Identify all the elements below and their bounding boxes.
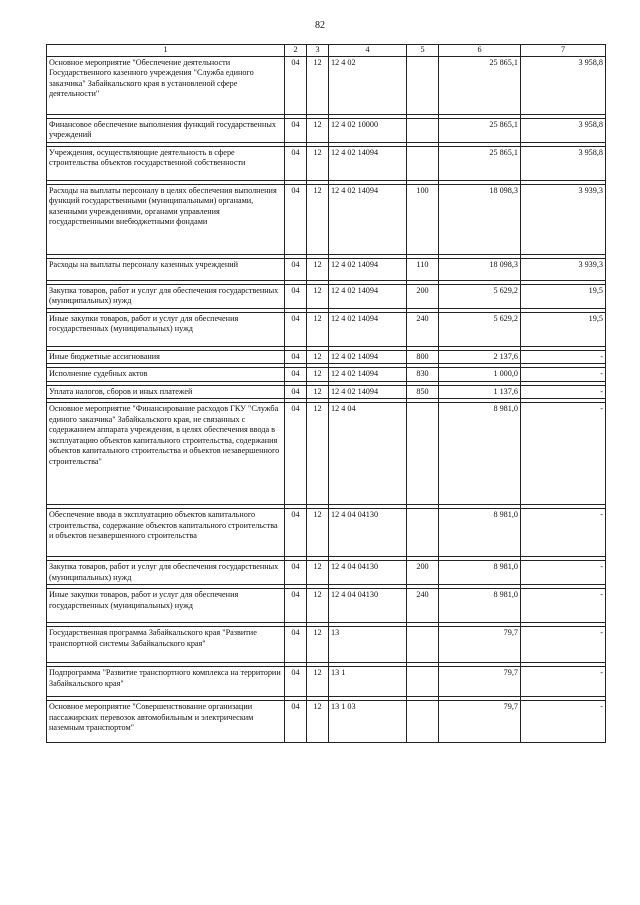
table-row bbox=[47, 701, 606, 743]
cell-target-code: 12 4 02 14094 bbox=[329, 312, 407, 346]
cell-amount: 25 865,1 bbox=[439, 118, 521, 142]
cell-amount-2: - bbox=[521, 561, 606, 585]
cell-target-code: 12 4 04 04130 bbox=[329, 509, 407, 557]
cell-subsection: 12 bbox=[307, 184, 329, 254]
cell-name: Государственная программа Забайкальского края "Развитие транспортной системы Забайкальского края" bbox=[47, 627, 285, 663]
cell-amount: 5 629,2 bbox=[439, 284, 521, 308]
cell-target-code: 12 4 02 14094 bbox=[329, 184, 407, 254]
cell-amount: 1 000,0 bbox=[439, 368, 521, 382]
cell-subsection: 12 bbox=[307, 385, 329, 399]
cell-section: 04 bbox=[285, 667, 307, 697]
cell-amount: 79,7 bbox=[439, 627, 521, 663]
header-col-6: 6 bbox=[439, 45, 521, 57]
cell-target-code: 12 4 02 14094 bbox=[329, 258, 407, 280]
cell-amount-2: - bbox=[521, 589, 606, 623]
cell-subsection: 12 bbox=[307, 118, 329, 142]
cell-amount-2: - bbox=[521, 701, 606, 743]
cell-expense-type bbox=[407, 701, 439, 743]
cell-amount-2: 3 939,3 bbox=[521, 258, 606, 280]
cell-amount: 8 981,0 bbox=[439, 403, 521, 505]
table-row bbox=[47, 284, 606, 308]
table-row bbox=[47, 56, 606, 114]
cell-target-code: 12 4 02 bbox=[329, 56, 407, 114]
cell-name: Исполнение судебных актов bbox=[47, 368, 285, 382]
cell-target-code: 13 1 bbox=[329, 667, 407, 697]
header-col-3: 3 bbox=[307, 45, 329, 57]
cell-target-code: 12 4 02 14094 bbox=[329, 368, 407, 382]
cell-expense-type bbox=[407, 403, 439, 505]
cell-amount-2: - bbox=[521, 627, 606, 663]
cell-expense-type bbox=[407, 667, 439, 697]
header-col-2: 2 bbox=[285, 45, 307, 57]
cell-section: 04 bbox=[285, 385, 307, 399]
cell-section: 04 bbox=[285, 56, 307, 114]
cell-expense-type: 240 bbox=[407, 589, 439, 623]
cell-subsection: 12 bbox=[307, 368, 329, 382]
cell-name: Уплата налогов, сборов и иных платежей bbox=[47, 385, 285, 399]
cell-expense-type: 200 bbox=[407, 284, 439, 308]
table-row bbox=[47, 350, 606, 364]
table-row bbox=[47, 118, 606, 142]
table-row bbox=[47, 368, 606, 382]
cell-expense-type: 830 bbox=[407, 368, 439, 382]
cell-section: 04 bbox=[285, 312, 307, 346]
cell-name: Основное мероприятие "Совершенствование организации пассажирских перевозок автомобильным и электрическим наземным транспортом" bbox=[47, 701, 285, 743]
header-col-5: 5 bbox=[407, 45, 439, 57]
cell-section: 04 bbox=[285, 118, 307, 142]
cell-subsection: 12 bbox=[307, 258, 329, 280]
cell-amount: 25 865,1 bbox=[439, 146, 521, 180]
cell-amount-2: 3 958,8 bbox=[521, 146, 606, 180]
cell-subsection: 12 bbox=[307, 561, 329, 585]
table-row bbox=[47, 403, 606, 505]
cell-target-code: 13 bbox=[329, 627, 407, 663]
table-row bbox=[47, 258, 606, 280]
cell-expense-type: 850 bbox=[407, 385, 439, 399]
cell-target-code: 12 4 04 04130 bbox=[329, 589, 407, 623]
cell-amount-2: - bbox=[521, 350, 606, 364]
cell-section: 04 bbox=[285, 701, 307, 743]
header-col-4: 4 bbox=[329, 45, 407, 57]
cell-name: Основное мероприятие "Финансирование расходов ГКУ "Служба единого заказчика" Забайкальского края, не связанных с содержанием аппарата учреждения, в целях обеспечения ввода в эксплуатацию объектов капитального строительства, содержания объектов капитального строительства и объектов незавершенного строительства" bbox=[47, 403, 285, 505]
cell-amount: 8 981,0 bbox=[439, 509, 521, 557]
table-row bbox=[47, 184, 606, 254]
cell-section: 04 bbox=[285, 627, 307, 663]
cell-name: Учреждения, осуществляющие деятельность в сфере строительства объектов государственной собственности bbox=[47, 146, 285, 180]
cell-expense-type: 110 bbox=[407, 258, 439, 280]
cell-expense-type bbox=[407, 118, 439, 142]
cell-name: Подпрограмма "Развитие транспортного комплекса на территории Забайкальского края" bbox=[47, 667, 285, 697]
cell-expense-type: 100 bbox=[407, 184, 439, 254]
cell-expense-type: 200 bbox=[407, 561, 439, 585]
cell-target-code: 12 4 02 10000 bbox=[329, 118, 407, 142]
cell-amount: 79,7 bbox=[439, 667, 521, 697]
cell-amount: 5 629,2 bbox=[439, 312, 521, 346]
cell-section: 04 bbox=[285, 561, 307, 585]
cell-amount: 2 137,6 bbox=[439, 350, 521, 364]
cell-target-code: 12 4 02 14094 bbox=[329, 385, 407, 399]
cell-name: Иные закупки товаров, работ и услуг для обеспечения государственных (муниципальных) нужд bbox=[47, 312, 285, 346]
header-col-7: 7 bbox=[521, 45, 606, 57]
table-row bbox=[47, 667, 606, 697]
cell-target-code: 12 4 04 04130 bbox=[329, 561, 407, 585]
cell-expense-type: 240 bbox=[407, 312, 439, 346]
table-row bbox=[47, 509, 606, 557]
cell-name: Иные закупки товаров, работ и услуг для обеспечения государственных (муниципальных) нужд bbox=[47, 589, 285, 623]
cell-subsection: 12 bbox=[307, 403, 329, 505]
header-col-1: 1 bbox=[47, 45, 285, 57]
cell-expense-type: 800 bbox=[407, 350, 439, 364]
cell-subsection: 12 bbox=[307, 667, 329, 697]
cell-section: 04 bbox=[285, 509, 307, 557]
cell-target-code: 12 4 02 14094 bbox=[329, 350, 407, 364]
cell-subsection: 12 bbox=[307, 350, 329, 364]
cell-target-code: 12 4 04 bbox=[329, 403, 407, 505]
cell-amount-2: - bbox=[521, 403, 606, 505]
cell-amount-2: 3 958,8 bbox=[521, 56, 606, 114]
table-row bbox=[47, 561, 606, 585]
table-row bbox=[47, 146, 606, 180]
cell-subsection: 12 bbox=[307, 284, 329, 308]
cell-amount: 8 981,0 bbox=[439, 589, 521, 623]
cell-subsection: 12 bbox=[307, 627, 329, 663]
cell-amount: 1 137,6 bbox=[439, 385, 521, 399]
cell-amount-2: 19,5 bbox=[521, 312, 606, 346]
header-row bbox=[47, 45, 606, 57]
cell-subsection: 12 bbox=[307, 312, 329, 346]
cell-amount: 18 098,3 bbox=[439, 258, 521, 280]
cell-section: 04 bbox=[285, 350, 307, 364]
cell-name: Расходы на выплаты персоналу казенных учреждений bbox=[47, 258, 285, 280]
cell-target-code: 12 4 02 14094 bbox=[329, 146, 407, 180]
cell-section: 04 bbox=[285, 258, 307, 280]
cell-subsection: 12 bbox=[307, 509, 329, 557]
cell-amount-2: - bbox=[521, 509, 606, 557]
cell-amount: 25 865,1 bbox=[439, 56, 521, 114]
cell-name: Расходы на выплаты персоналу в целях обеспечения выполнения функций государственными (муниципальными) органами, казенными учреждениями, органами управления государственными внебюджетными фондами bbox=[47, 184, 285, 254]
table-row bbox=[47, 312, 606, 346]
table-row bbox=[47, 627, 606, 663]
table-row bbox=[47, 589, 606, 623]
cell-amount-2: 3 939,3 bbox=[521, 184, 606, 254]
cell-amount-2: 19,5 bbox=[521, 284, 606, 308]
page-number: 82 bbox=[315, 20, 325, 31]
table-row bbox=[47, 385, 606, 399]
cell-amount-2: 3 958,8 bbox=[521, 118, 606, 142]
cell-subsection: 12 bbox=[307, 56, 329, 114]
cell-amount: 79,7 bbox=[439, 701, 521, 743]
cell-amount-2: - bbox=[521, 385, 606, 399]
cell-name: Иные бюджетные ассигнования bbox=[47, 350, 285, 364]
cell-target-code: 12 4 02 14094 bbox=[329, 284, 407, 308]
cell-amount: 18 098,3 bbox=[439, 184, 521, 254]
cell-expense-type bbox=[407, 627, 439, 663]
cell-amount: 8 981,0 bbox=[439, 561, 521, 585]
cell-target-code: 13 1 03 bbox=[329, 701, 407, 743]
cell-section: 04 bbox=[285, 284, 307, 308]
cell-section: 04 bbox=[285, 589, 307, 623]
cell-expense-type bbox=[407, 509, 439, 557]
cell-name: Основное мероприятие "Обеспечение деятельности Государственного казенного учреждения "Служба единого заказчика" Забайкальского края в установленой сфере деятельности" bbox=[47, 56, 285, 114]
cell-name: Финансовое обеспечение выполнения функций государственных учреждений bbox=[47, 118, 285, 142]
cell-section: 04 bbox=[285, 368, 307, 382]
cell-name: Закупка товаров, работ и услуг для обеспечения государственных (муниципальных) нужд bbox=[47, 284, 285, 308]
cell-name: Закупка товаров, работ и услуг для обеспечения государственных (муниципальных) нужд bbox=[47, 561, 285, 585]
cell-section: 04 bbox=[285, 146, 307, 180]
cell-subsection: 12 bbox=[307, 146, 329, 180]
cell-subsection: 12 bbox=[307, 701, 329, 743]
cell-amount-2: - bbox=[521, 368, 606, 382]
cell-section: 04 bbox=[285, 184, 307, 254]
cell-expense-type bbox=[407, 56, 439, 114]
cell-section: 04 bbox=[285, 403, 307, 505]
budget-table bbox=[46, 44, 606, 743]
cell-name: Обеспечение ввода в эксплуатацию объектов капитального строительства, содержание объектов капитального строительства и объектов незавершенного строительства bbox=[47, 509, 285, 557]
cell-amount-2: - bbox=[521, 667, 606, 697]
cell-subsection: 12 bbox=[307, 589, 329, 623]
cell-expense-type bbox=[407, 146, 439, 180]
